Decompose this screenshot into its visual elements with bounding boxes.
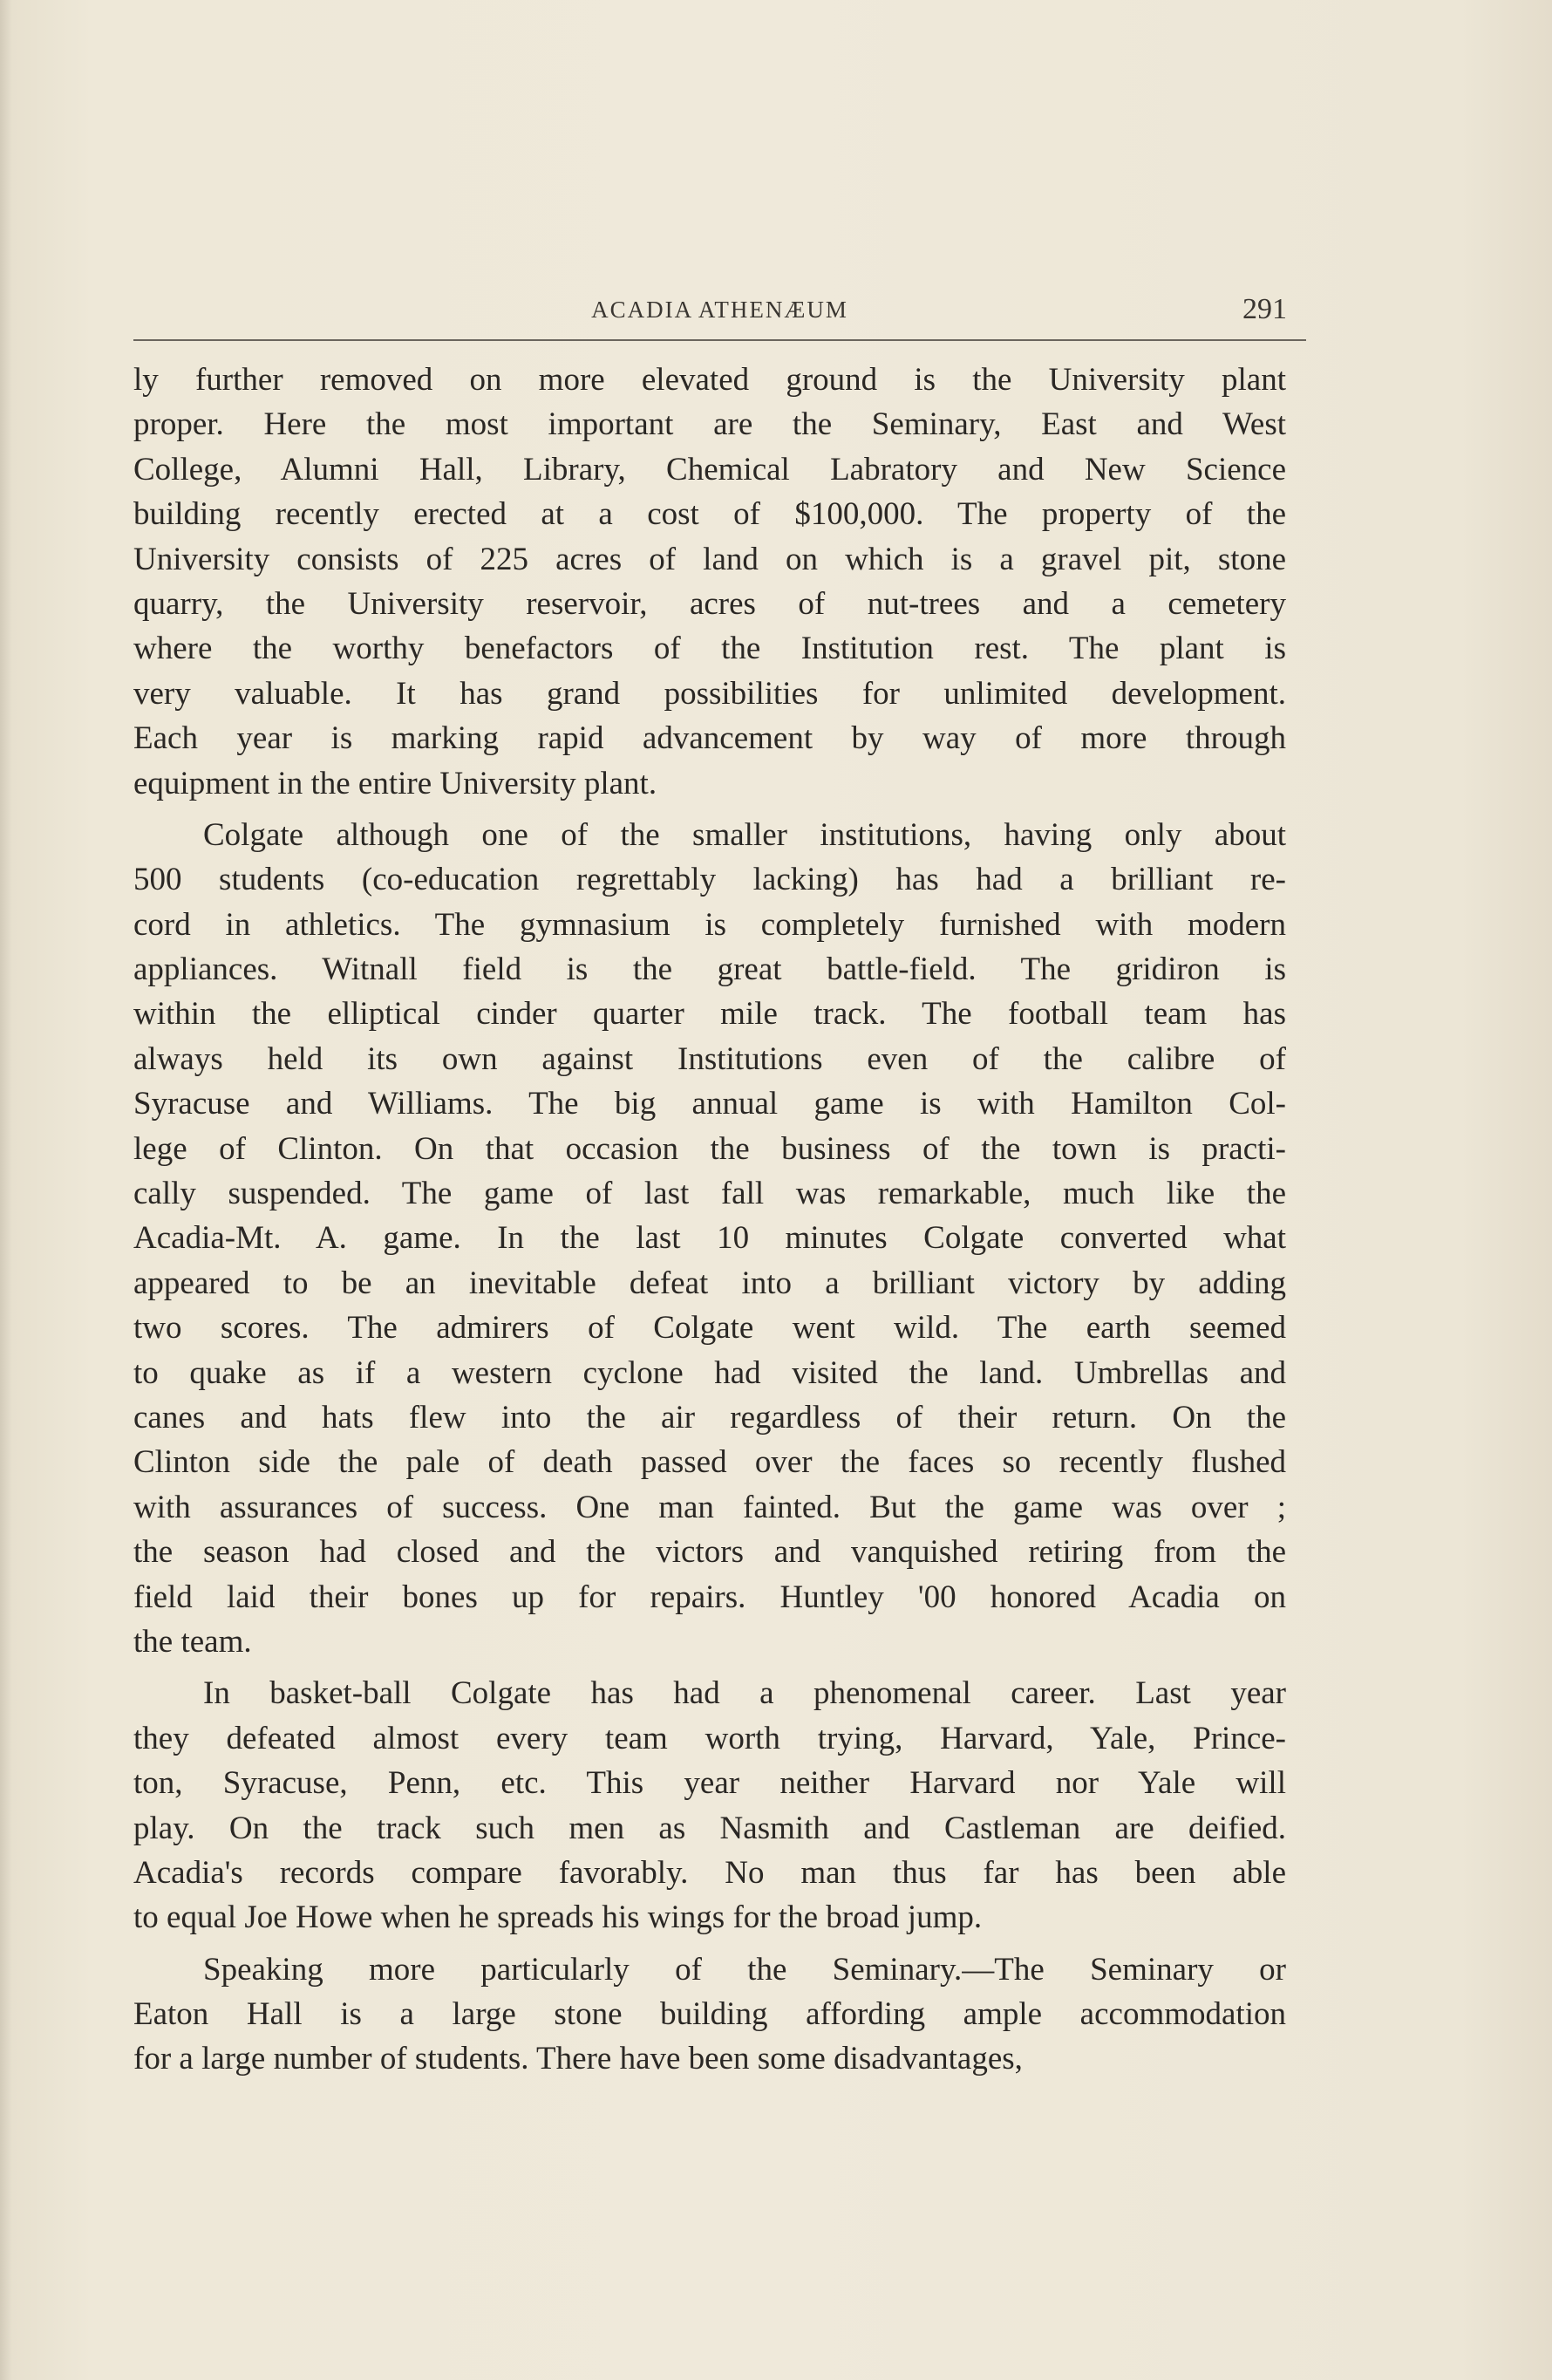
text-line: cord in athletics. The gymnasium is completely furnished with modern	[133, 906, 1286, 943]
text-line: for a large number of students. There have been some disadvantages,	[133, 2041, 1023, 2077]
text-line: Acadia-Mt. A. game. In the last 10 minutes Colgate converted what	[133, 1220, 1286, 1257]
header-rule	[133, 339, 1306, 341]
text-line: Each year is marking rapid advancement by way of more through	[133, 720, 1286, 757]
running-title: ACADIA ATHENÆUM	[591, 297, 848, 323]
text-line: proper. Here the most important are the Seminary, East and West	[133, 406, 1286, 443]
text-line: cally suspended. The game of last fall was remarkable, much like the	[133, 1176, 1286, 1212]
text-line: lege of Clinton. On that occasion the business of the town is practi-	[133, 1130, 1286, 1167]
text-line: play. On the track such men as Nasmith and Castleman are deified.	[133, 1810, 1286, 1846]
text-line: appeared to be an inevitable defeat into a brilliant victory by adding	[133, 1265, 1286, 1301]
text-line: very valuable. It has grand possibilities for unlimited development.	[133, 675, 1286, 712]
running-header	[133, 288, 1306, 340]
text-line: where the worthy benefactors of the Institution rest. The plant is	[133, 631, 1286, 667]
text-line: always held its own against Institutions even of the calibre of	[133, 1040, 1286, 1077]
text-line: Acadia's records compare favorably. No man thus far has been able	[133, 1854, 1286, 1891]
text-line: the season had closed and the victors and vanquished retiring from the	[133, 1534, 1286, 1571]
text-line: to equal Joe Howe when he spreads his wings for the broad jump.	[133, 1899, 983, 1936]
paragraph	[133, 813, 1286, 1664]
article-body	[133, 358, 1286, 2082]
text-line: equipment in the entire University plant.	[133, 765, 657, 801]
text-line: within the elliptical cinder quarter mile track. The football team has	[133, 996, 1286, 1033]
text-line: two scores. The admirers of Colgate went wild. The earth seemed	[133, 1310, 1286, 1347]
text-line: Clinton side the pale of death passed over the faces so recently flushed	[133, 1444, 1286, 1481]
text-line: Speaking more particularly of the Seminary.—The Seminary or	[203, 1951, 1286, 1988]
text-line: building recently erected at a cost of $100,000. The property of the	[133, 496, 1286, 533]
page-number: 291	[1242, 293, 1287, 325]
text-line: ton, Syracuse, Penn, etc. This year neither Harvard nor Yale will	[133, 1765, 1286, 1802]
text-line: field laid their bones up for repairs. Huntley '00 honored Acadia on	[133, 1579, 1286, 1615]
text-line: with assurances of success. One man fainted. But the game was over ;	[133, 1489, 1286, 1525]
text-line: the team.	[133, 1623, 252, 1660]
text-line: Eaton Hall is a large stone building affording ample accommodation	[133, 1996, 1286, 2033]
text-line: to quake as if a western cyclone had visited the land. Umbrellas and	[133, 1354, 1286, 1391]
text-line: Colgate although one of the smaller institutions, having only about	[203, 816, 1286, 853]
text-line: quarry, the University reservoir, acres of nut-trees and a cemetery	[133, 585, 1286, 622]
paragraph	[133, 358, 1286, 806]
text-line: College, Alumni Hall, Library, Chemical Labratory and New Science	[133, 451, 1286, 488]
text-line: Syracuse and Williams. The big annual game is with Hamilton Col-	[133, 1086, 1286, 1122]
text-line: In basket-ball Colgate has had a phenomenal career. Last year	[203, 1675, 1286, 1712]
text-line: they defeated almost every team worth trying, Harvard, Yale, Prince-	[133, 1720, 1286, 1756]
text-line: appliances. Witnall field is the great battle-field. The gridiron is	[133, 951, 1286, 988]
text-line: ly further removed on more elevated ground is the University plant	[133, 362, 1286, 398]
spine-shadow	[0, 0, 12, 2380]
text-line: canes and hats flew into the air regardless of their return. On the	[133, 1399, 1286, 1436]
text-line: University consists of 225 acres of land on which is a gravel pit, stone	[133, 541, 1286, 577]
paragraph	[133, 1671, 1286, 1940]
paragraph	[133, 1947, 1286, 2082]
text-line: 500 students (co-education regrettably lacking) has had a brilliant re-	[133, 862, 1286, 898]
